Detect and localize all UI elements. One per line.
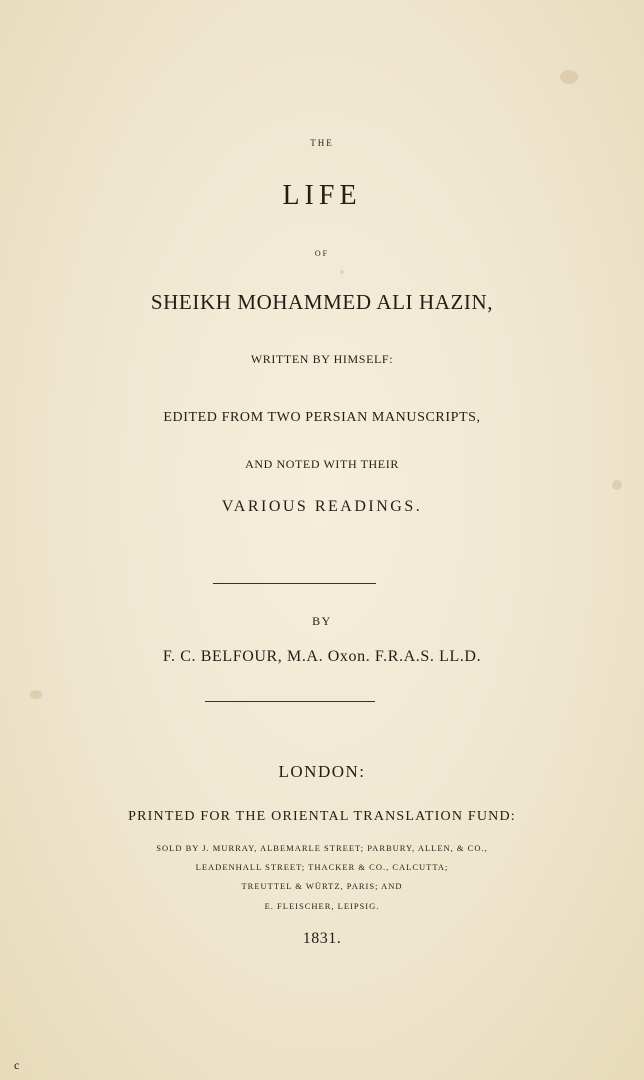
sold-by-line: E. FLEISCHER, LEIPSIG.	[264, 901, 380, 911]
title-life: LIFE	[282, 180, 362, 211]
foxing-spot	[340, 270, 344, 274]
imprint-city: LONDON:	[278, 762, 366, 781]
author-line: F. C. BELFOUR, M.A. Oxon. F.R.A.S. LL.D.	[162, 648, 482, 665]
foxing-spot	[560, 70, 578, 84]
title-of: OF	[314, 249, 330, 258]
divider-rule	[205, 701, 375, 702]
sold-by-line: TREUTTEL & WÜRTZ, PARIS; AND	[241, 881, 403, 891]
title-the: THE	[310, 138, 334, 148]
printed-for-line: PRINTED FOR THE ORIENTAL TRANSLATION FUND:	[128, 809, 516, 824]
foxing-spot	[612, 480, 622, 490]
noted-with-line: AND NOTED WITH THEIR	[245, 457, 399, 471]
by-line: BY	[312, 614, 332, 628]
title-subject: SHEIKH MOHAMMED ALI HAZIN,	[150, 290, 494, 314]
margin-mark: c	[14, 1058, 20, 1072]
publication-year: 1831.	[302, 930, 342, 947]
sold-by-line: LEADENHALL STREET; THACKER & CO., CALCUTTA;	[195, 862, 449, 872]
divider-rule	[213, 583, 376, 584]
written-by-line: WRITTEN BY HIMSELF:	[250, 352, 394, 366]
edited-from-line: EDITED FROM TWO PERSIAN MANUSCRIPTS,	[163, 410, 481, 425]
bleed-through-text	[110, 372, 530, 392]
sold-by-line: SOLD BY J. MURRAY, ALBEMARLE STREET; PARBURY, ALLEN, & CO.,	[156, 843, 488, 853]
foxing-spot	[30, 690, 42, 699]
various-readings-line: VARIOUS READINGS.	[221, 498, 423, 515]
